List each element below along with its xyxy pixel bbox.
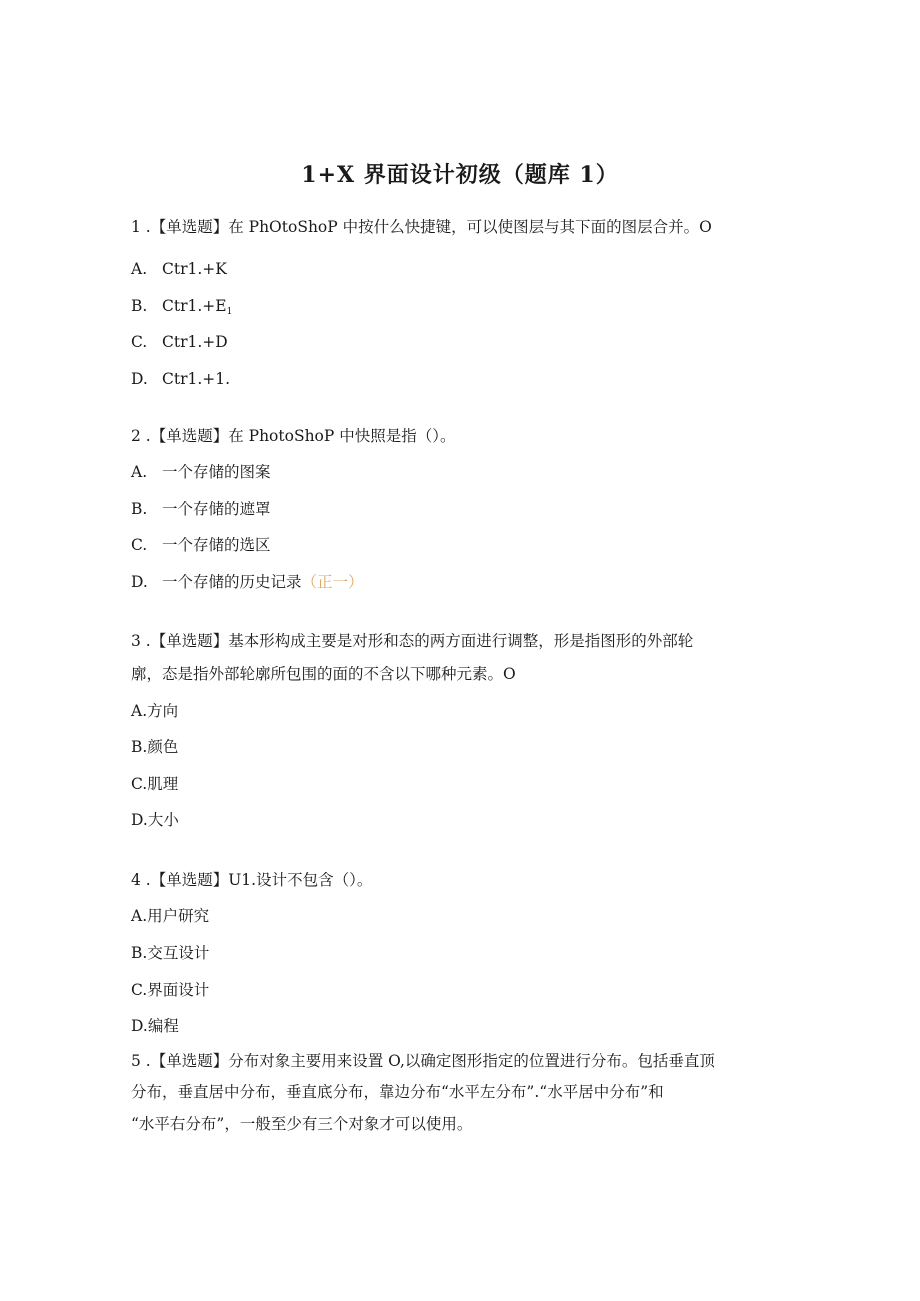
option-letter: D. <box>131 573 148 591</box>
option-letter: D. <box>131 370 148 388</box>
option-letter: D. <box>131 811 148 829</box>
option-subscript: 1 <box>226 307 233 317</box>
option-letter: C. <box>131 775 148 793</box>
option-letter: B. <box>131 944 148 962</box>
question-3-stem-line-2: 廓，态是指外部轮廓所包围的面的不含以下哪种元素。O <box>131 665 516 683</box>
question-2-stem: 2 .【单选题】在 PhotoShoP 中快照是指（）。 <box>131 427 456 445</box>
question-3-stem-line-1: 3 .【单选题】基本形构成主要是对形和态的两方面进行调整，形是指图形的外部轮 <box>131 632 694 650</box>
option-letter: B. <box>131 738 148 756</box>
question-3-option-a <box>131 701 178 721</box>
question-5-stem-line-1: 5 .【单选题】分布对象主要用来设置 O,以确定图形指定的位置进行分布。包括垂直顶 <box>131 1052 715 1070</box>
option-text: 一个存储的遮罩 <box>162 500 271 518</box>
question-1-option-d <box>131 369 230 389</box>
question-1-option-a <box>131 259 227 279</box>
option-text: 大小 <box>147 811 179 829</box>
question-4-option-d <box>131 1016 179 1036</box>
option-letter: B. <box>131 297 148 315</box>
option-letter: D. <box>131 1017 148 1035</box>
question-5-stem-line-2: 分布，垂直居中分布，垂直底分布，靠边分布“水平左分布”.“水平居中分布”和 <box>131 1083 664 1101</box>
option-letter: A. <box>131 702 148 720</box>
question-2-option-a <box>131 462 271 482</box>
question-4-stem: 4 .【单选题】U1.设计不包含（）。 <box>131 871 373 889</box>
document-title: 1+X 界面设计初级（题库 1） <box>301 162 619 188</box>
question-3-option-b <box>131 737 178 757</box>
question-4-option-b <box>131 943 209 963</box>
option-text: 一个存储的选区 <box>162 536 271 554</box>
question-3-option-d <box>131 810 179 830</box>
question-5-stem-line-3: “水平右分布”，一般至少有三个对象才可以使用。 <box>131 1115 473 1133</box>
option-text: 编程 <box>147 1017 179 1035</box>
option-text: Ctr1.+K <box>162 260 227 278</box>
option-text: Ctr1.+E <box>162 297 227 315</box>
option-letter: C. <box>131 536 148 554</box>
option-text: 界面设计 <box>147 981 210 999</box>
question-2-option-c <box>131 535 271 555</box>
option-letter: A. <box>131 463 148 481</box>
option-letter: A. <box>131 260 148 278</box>
option-text: Ctr1.+D <box>162 333 228 351</box>
option-text: 一个存储的图案 <box>162 463 271 481</box>
option-text: 一个存储的历史记录 <box>162 573 302 591</box>
answer-annotation: （正一） <box>301 573 364 591</box>
option-letter: A. <box>131 907 148 925</box>
question-1-option-c <box>131 332 228 352</box>
question-3-option-c <box>131 774 178 794</box>
option-text: 肌理 <box>147 775 179 793</box>
option-letter: C. <box>131 333 148 351</box>
question-4-option-a <box>131 906 209 926</box>
option-text: 交互设计 <box>147 944 210 962</box>
option-letter: B. <box>131 500 148 518</box>
option-letter: C. <box>131 981 148 999</box>
question-2-option-d <box>131 572 364 592</box>
option-text: Ctr1.+1. <box>162 370 231 388</box>
question-1-stem: 1 .【单选题】在 PhOtoShoP 中按什么快捷键，可以使图层与其下面的图层合并。O <box>131 218 712 236</box>
question-2-option-b <box>131 499 271 519</box>
option-text: 方向 <box>147 702 179 720</box>
option-text: 用户研究 <box>147 907 210 925</box>
question-4-option-c <box>131 980 209 1000</box>
question-1-option-b <box>131 296 232 322</box>
option-text: 颜色 <box>147 738 179 756</box>
